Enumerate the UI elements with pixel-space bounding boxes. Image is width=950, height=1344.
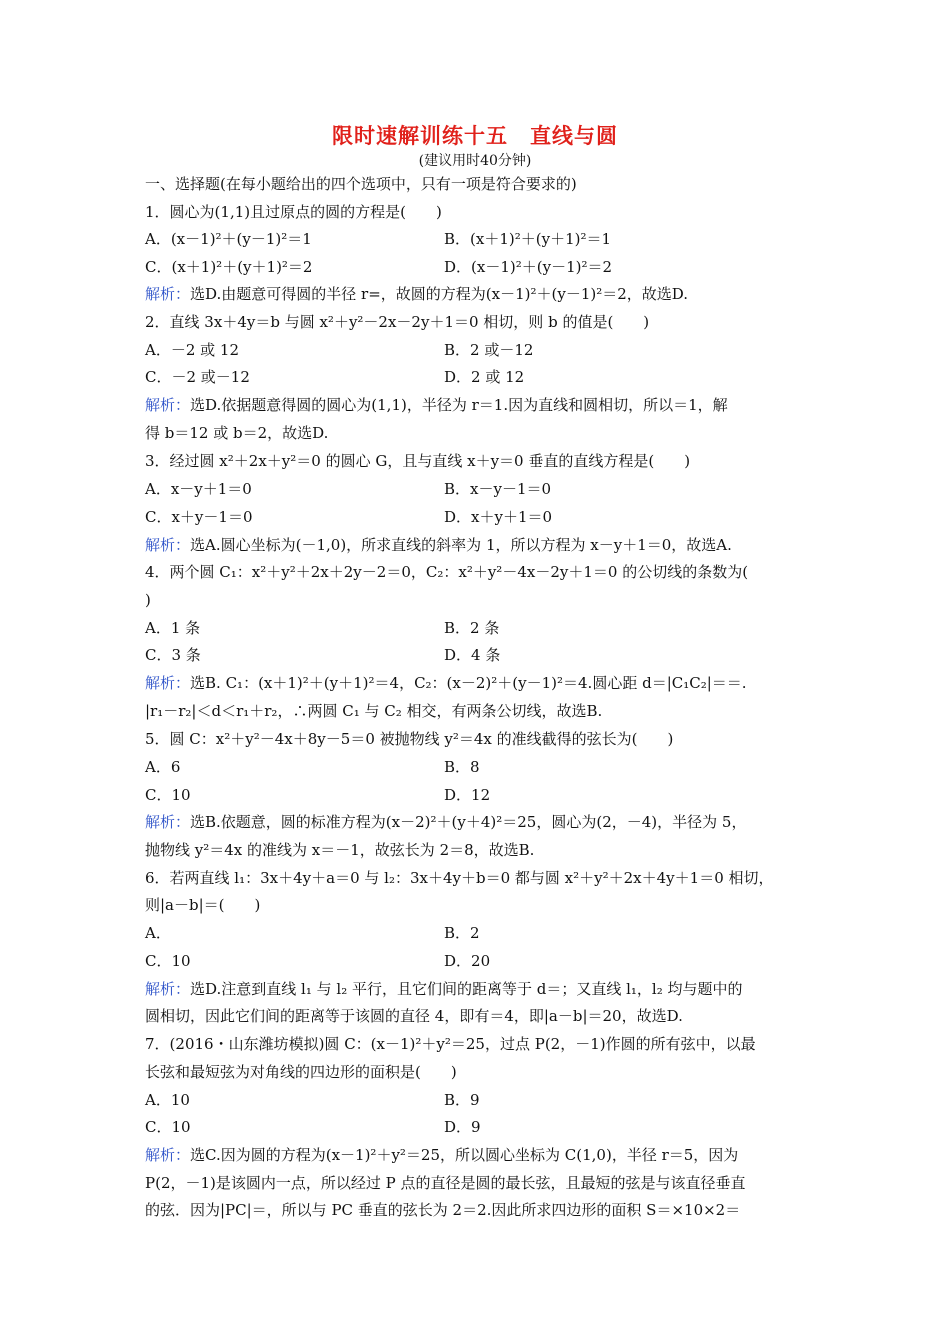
question-5-stem: 5．圆 C：x²＋y²－4x＋8y－5＝0 被抛物线 y²＝4x 的准线截得的弦长为( ) [145, 730, 674, 748]
question-7-analysis-cont-2: 的弦．因为|PC|＝，所以与 PC 垂直的弦长为 2＝2.因此所求四边形的面积 S＝×10×2＝ [145, 1201, 741, 1219]
question-6-analysis-cont: 圆相切，因此它们间的距离等于该圆的直径 4，即有＝4，即|a－b|＝20，故选D. [145, 1007, 683, 1025]
question-6-analysis [145, 979, 815, 999]
question-2-option-d: D．2 或 12 [444, 368, 525, 386]
analysis-label: 解析： [145, 674, 191, 692]
question-4-option-a: A．1 条 [145, 619, 201, 637]
question-4-option-b: B．2 条 [444, 619, 500, 637]
question-7-option-c: C．10 [145, 1118, 191, 1136]
analysis-label: 解析： [145, 980, 191, 998]
question-5-analysis [145, 812, 815, 832]
question-5-option-c: C．10 [145, 786, 191, 804]
question-3-option-a: A．x－y＋1＝0 [145, 480, 252, 498]
question-3-analysis [145, 535, 815, 555]
question-1-option-c: C．(x＋1)²＋(y＋1)²＝2 [145, 258, 313, 276]
question-1-option-d: D．(x－1)²＋(y－1)²＝2 [444, 258, 613, 276]
question-4-option-c: C．3 条 [145, 646, 201, 664]
analysis-label: 解析： [145, 1146, 191, 1164]
question-1-stem: 1．圆心为(1,1)且过原点的圆的方程是( ) [145, 203, 442, 221]
question-4-option-d: D．4 条 [444, 646, 501, 664]
question-5-option-a: A．6 [145, 758, 181, 776]
question-7-option-d: D．9 [444, 1118, 481, 1136]
analysis-text: 选D.由题意可得圆的半径 r=，故圆的方程为(x－1)²＋(y－1)²＝2，故选D. [190, 285, 689, 303]
question-2-option-a: A．－2 或 12 [145, 341, 239, 359]
question-3-option-d: D．x＋y＋1＝0 [444, 508, 553, 526]
analysis-text: 选B. C₁：(x＋1)²＋(y＋1)²＝4，C₂：(x－2)²＋(y－1)²＝4.圆心距 d＝|C₁C₂|＝＝. [190, 674, 747, 692]
question-7-stem-cont: 长弦和最短弦为对角线的四边形的面积是( ) [145, 1063, 457, 1081]
question-6-option-d: D．20 [444, 952, 491, 970]
analysis-label: 解析： [145, 285, 191, 303]
question-4-analysis-cont: |r₁－r₂|＜d＜r₁＋r₂，∴两圆 C₁ 与 C₂ 相交，有两条公切线，故选B. [145, 702, 603, 720]
analysis-text: 选C.因为圆的方程为(x－1)²＋y²＝25，所以圆心坐标为 C(1,0)，半径 r＝5，因为 [190, 1146, 739, 1164]
analysis-text: 选D.注意到直线 l₁ 与 l₂ 平行，且它们间的距离等于 d＝；又直线 l₁，l₂ 均与题中的 [190, 980, 743, 998]
question-5-option-b: B．8 [444, 758, 480, 776]
question-7-analysis-cont-1: P(2，－1)是该圆内一点，所以经过 P 点的直径是圆的最长弦，且最短的弦是与该直径垂直 [145, 1174, 746, 1192]
question-6-option-c: C．10 [145, 952, 191, 970]
question-6-stem-cont: 则|a－b|＝( ) [145, 896, 261, 914]
question-2-analysis-cont: 得 b＝12 或 b＝2，故选D. [145, 424, 329, 442]
question-1-option-b: B．(x＋1)²＋(y＋1)²＝1 [444, 230, 612, 248]
question-3-option-c: C．x＋y－1＝0 [145, 508, 253, 526]
question-2-option-c: C．－2 或－12 [145, 368, 250, 386]
page-title: 限时速解训练十五 直线与圆 [332, 124, 618, 148]
question-1-option-a: A．(x－1)²＋(y－1)²＝1 [145, 230, 312, 248]
question-6-option-b: B．2 [444, 924, 480, 942]
analysis-text: 选A.圆心坐标为(－1,0)，所求直线的斜率为 1，所以方程为 x－y＋1＝0，故选A. [190, 536, 732, 554]
page-subtitle: (建议用时40分钟) [418, 153, 532, 169]
question-6-stem: 6．若两直线 l₁：3x＋4y＋a＝0 与 l₂：3x＋4y＋b＝0 都与圆 x²＋y²＋2x＋4y＋1＝0 相切， [145, 869, 774, 887]
analysis-text: 选B.依题意，圆的标准方程为(x－2)²＋(y＋4)²＝25，圆心为(2，－4)，半径为 5， [190, 813, 747, 831]
analysis-label: 解析： [145, 813, 191, 831]
analysis-text: 选D.依据题意得圆的圆心为(1,1)，半径为 r＝1.因为直线和圆相切，所以＝1，解 [190, 396, 728, 414]
question-6-option-a: A． [145, 924, 171, 942]
question-4-stem: 4．两个圆 C₁：x²＋y²＋2x＋2y－2＝0，C₂：x²＋y²－4x－2y＋1＝0 的公切线的条数为( [145, 563, 749, 581]
question-2-stem: 2．直线 3x＋4y＝b 与圆 x²＋y²－2x－2y＋1＝0 相切，则 b 的值是( ) [145, 313, 650, 331]
question-7-option-b: B．9 [444, 1091, 480, 1109]
question-7-option-a: A．10 [145, 1091, 190, 1109]
question-7-analysis [145, 1145, 815, 1165]
question-5-analysis-cont: 抛物线 y²＝4x 的准线为 x＝－1，故弦长为 2＝8，故选B. [145, 841, 535, 859]
question-3-option-b: B．x－y－1＝0 [444, 480, 552, 498]
analysis-label: 解析： [145, 396, 191, 414]
question-4-analysis [145, 673, 815, 693]
question-5-option-d: D．12 [444, 786, 491, 804]
question-7-stem: 7．(2016・山东潍坊模拟)圆 C：(x－1)²＋y²＝25，过点 P(2，－1)作圆的所有弦中，以最 [145, 1035, 756, 1053]
analysis-label: 解析： [145, 536, 191, 554]
question-4-stem-cont: ) [145, 591, 151, 609]
section-heading: 一、选择题(在每小题给出的四个选项中，只有一项是符合要求的) [145, 175, 577, 193]
question-3-stem: 3．经过圆 x²＋2x＋y²＝0 的圆心 G，且与直线 x＋y＝0 垂直的直线方程是( ) [145, 452, 691, 470]
question-1-analysis [145, 284, 815, 304]
question-2-analysis [145, 395, 815, 415]
question-2-option-b: B．2 或－12 [444, 341, 534, 359]
